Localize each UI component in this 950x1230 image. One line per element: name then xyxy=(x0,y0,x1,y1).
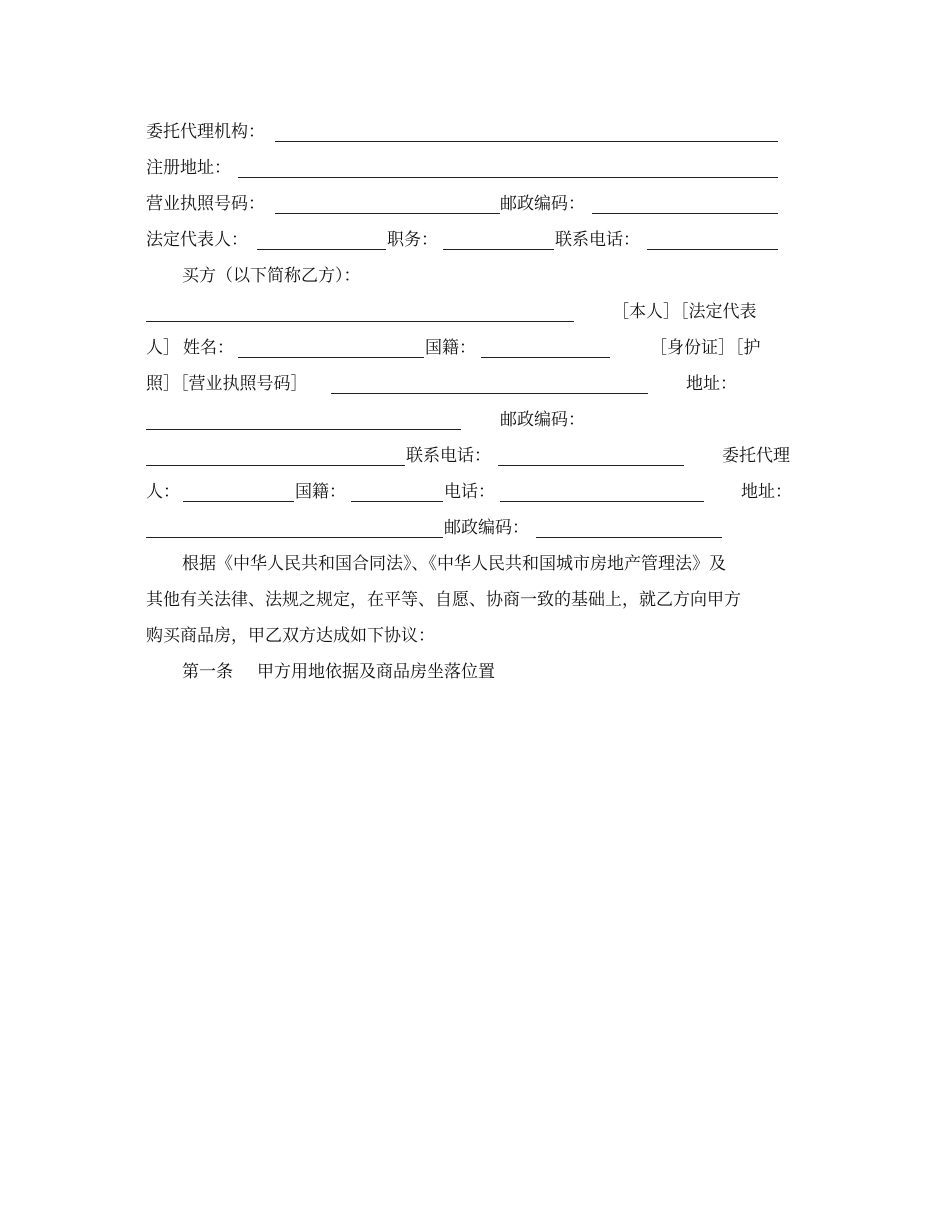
buyer-address-label: 地址： xyxy=(686,374,737,394)
buyer-agent-address-label: 地址： xyxy=(741,482,792,502)
buyer-party-option-2: 人］ xyxy=(146,338,180,358)
buyer-agent-label-1: 委托代理 xyxy=(722,446,790,466)
buyer-agent-phone-blank[interactable] xyxy=(500,501,704,502)
buyer-nationality-blank[interactable] xyxy=(481,357,610,358)
position-blank[interactable] xyxy=(443,249,554,250)
buyer-agent-nationality-blank[interactable] xyxy=(351,501,443,502)
buyer-blank-line xyxy=(146,294,798,330)
legal-rep-label: 法定代表人： xyxy=(146,230,248,250)
preamble-line-1 xyxy=(146,546,798,582)
buyer-name-org-blank[interactable] xyxy=(146,321,574,322)
article-1-number: 第一条 xyxy=(182,662,233,682)
agent-phone-blank[interactable] xyxy=(647,249,778,250)
registered-address-blank[interactable] xyxy=(238,177,778,178)
buyer-name-blank[interactable] xyxy=(238,357,424,358)
buyer-phone-blank[interactable] xyxy=(498,465,684,466)
registered-address-label: 注册地址： xyxy=(146,158,231,178)
preamble-line-2 xyxy=(146,582,798,618)
license-no-blank[interactable] xyxy=(275,213,500,214)
buyer-agent-nationality-label: 国籍： xyxy=(295,482,346,502)
buyer-name-line xyxy=(146,330,798,366)
buyer-address-line xyxy=(146,402,798,438)
buyer-party-option-1: ［本人］［法定代表 xyxy=(612,302,757,322)
preamble-line-3 xyxy=(146,618,798,654)
buyer-phone-label: 联系电话： xyxy=(406,446,491,466)
article-1-heading xyxy=(146,654,798,690)
buyer-agent-postal-code-label: 邮政编码： xyxy=(444,518,529,538)
buyer-agent-address-line xyxy=(146,510,798,546)
buyer-agent-label-2: 人： xyxy=(146,482,180,502)
article-1-title: 甲方用地依据及商品房坐落位置 xyxy=(257,662,495,682)
agent-postal-code-blank[interactable] xyxy=(592,213,778,214)
preamble-text-3: 购买商品房，甲乙双方达成如下协议： xyxy=(146,626,435,646)
preamble-text-2: 其他有关法律、法规之规定，在平等、自愿、协商一致的基础上，就乙方向甲方 xyxy=(146,590,741,610)
license-postal-line xyxy=(146,186,798,222)
registered-address-line xyxy=(146,150,798,186)
buyer-phone-line xyxy=(146,438,798,474)
buyer-id-number-blank[interactable] xyxy=(331,393,648,394)
buyer-address-blank[interactable] xyxy=(146,429,461,430)
license-no-label: 营业执照号码： xyxy=(146,194,265,214)
buyer-postal-code-blank[interactable] xyxy=(146,465,405,466)
buyer-agent-name-blank[interactable] xyxy=(183,501,294,502)
agent-phone-label: 联系电话： xyxy=(555,230,640,250)
agency-label: 委托代理机构： xyxy=(146,122,265,142)
agent-postal-code-label: 邮政编码： xyxy=(500,194,585,214)
legal-rep-line xyxy=(146,222,798,258)
buyer-id-option-2: 照］［营业执照号码］ xyxy=(146,374,308,394)
buyer-heading-line xyxy=(146,258,798,294)
buyer-id-line xyxy=(146,366,798,402)
buyer-agent-postal-code-blank[interactable] xyxy=(536,537,722,538)
buyer-id-option-1: ［身份证］［护 xyxy=(650,338,761,358)
buyer-agent-phone-label: 电话： xyxy=(444,482,495,502)
buyer-heading: 买方（以下简称乙方）： xyxy=(182,266,361,286)
buyer-agent-line xyxy=(146,474,798,510)
preamble-text-1: 根据《中华人民共和国合同法》、《中华人民共和国城市房地产管理法》及 xyxy=(182,554,726,574)
position-label: 职务： xyxy=(387,230,438,250)
agency-line xyxy=(146,114,798,150)
buyer-agent-address-blank[interactable] xyxy=(146,537,443,538)
agency-blank[interactable] xyxy=(275,141,778,142)
buyer-name-label: 姓名： xyxy=(183,338,234,358)
legal-rep-blank[interactable] xyxy=(257,249,386,250)
buyer-nationality-label: 国籍： xyxy=(425,338,476,358)
buyer-postal-code-label: 邮政编码： xyxy=(500,410,585,430)
